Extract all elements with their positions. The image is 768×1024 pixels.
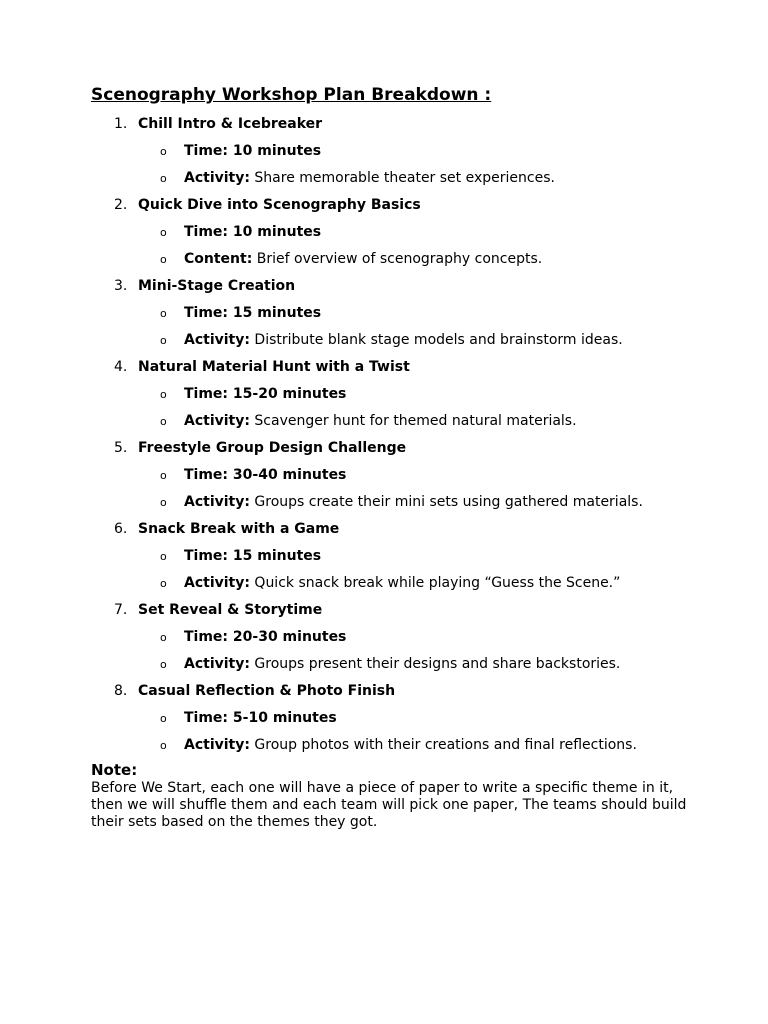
plan-item-title: Quick Dive into Scenography Basics (138, 197, 421, 213)
sub-item-label: Activity: (184, 656, 250, 672)
circle-bullet-icon: o (160, 307, 167, 320)
sub-item-text (184, 303, 321, 323)
list-number: 4. (114, 359, 128, 375)
sub-item-label: Time: 15 minutes (184, 305, 322, 321)
sub-item-label: Time: 15 minutes (184, 548, 322, 564)
list-number: 2. (114, 197, 128, 213)
plan-item (0, 519, 768, 600)
sub-item-label: Time: 15-20 minutes (184, 386, 347, 402)
plan-item-heading (0, 195, 768, 222)
plan-item-heading (0, 600, 768, 627)
plan-sub-item (0, 708, 768, 735)
plan-item-title: Freestyle Group Design Challenge (138, 440, 407, 456)
sub-item-label: Time: 20-30 minutes (184, 629, 347, 645)
sub-item-text (184, 546, 321, 566)
sub-item-text (184, 249, 542, 269)
list-number: 5. (114, 440, 128, 456)
sub-item-label: Activity: (184, 494, 250, 510)
sub-item-text (184, 627, 346, 647)
circle-bullet-icon: o (160, 334, 167, 347)
sub-item-text (184, 411, 577, 431)
plan-sub-item (0, 303, 768, 330)
note-body: Before We Start, each one will have a piece of paper to write a specific theme in it, then we will shuffle them and each team will pick one paper, The teams should build their sets based on the themes they got. (91, 780, 687, 830)
circle-bullet-icon: o (160, 739, 167, 752)
plan-item-heading (0, 276, 768, 303)
circle-bullet-icon: o (160, 712, 167, 725)
sub-item-description: Brief overview of scenography concepts. (252, 251, 543, 267)
plan-item-heading (0, 114, 768, 141)
note-heading: Note: (91, 761, 138, 779)
plan-item-heading (0, 519, 768, 546)
plan-item-title: Mini-Stage Creation (138, 278, 296, 294)
circle-bullet-icon: o (160, 415, 167, 428)
plan-item-title: Natural Material Hunt with a Twist (138, 359, 410, 375)
sub-item-label: Activity: (184, 413, 250, 429)
plan-sub-item (0, 384, 768, 411)
plan-sub-item (0, 465, 768, 492)
plan-sub-item (0, 168, 768, 195)
circle-bullet-icon: o (160, 631, 167, 644)
sub-item-label: Time: 10 minutes (184, 143, 322, 159)
sub-item-label: Activity: (184, 737, 250, 753)
plan-item (0, 681, 768, 762)
plan-item-heading (0, 681, 768, 708)
plan-item-title: Chill Intro & Icebreaker (138, 116, 323, 132)
sub-item-text (184, 708, 337, 728)
sub-item-description: Group photos with their creations and final reflections. (249, 737, 637, 753)
plan-item (0, 438, 768, 519)
sub-item-description: Quick snack break while playing “Guess the Scene.” (249, 575, 621, 591)
sub-item-label: Time: 5-10 minutes (184, 710, 337, 726)
plan-sub-item (0, 627, 768, 654)
plan-sub-item (0, 249, 768, 276)
circle-bullet-icon: o (160, 172, 167, 185)
plan-item (0, 276, 768, 357)
plan-item-heading (0, 357, 768, 384)
sub-item-description: Share memorable theater set experiences. (249, 170, 555, 186)
plan-sub-item (0, 222, 768, 249)
circle-bullet-icon: o (160, 388, 167, 401)
sub-item-text (184, 492, 643, 512)
document-title: Scenography Workshop Plan Breakdown : (91, 85, 492, 105)
circle-bullet-icon: o (160, 550, 167, 563)
plan-item-title: Snack Break with a Game (138, 521, 340, 537)
plan-sub-item (0, 654, 768, 681)
plan-sub-item (0, 141, 768, 168)
sub-item-text (184, 654, 620, 674)
sub-item-label: Activity: (184, 170, 250, 186)
sub-item-text (184, 330, 623, 350)
circle-bullet-icon: o (160, 226, 167, 239)
sub-item-text (184, 573, 620, 593)
plan-item-heading (0, 438, 768, 465)
circle-bullet-icon: o (160, 577, 167, 590)
sub-item-label: Activity: (184, 575, 250, 591)
list-number: 8. (114, 683, 128, 699)
sub-item-text (184, 141, 321, 161)
sub-item-label: Time: 10 minutes (184, 224, 322, 240)
list-number: 3. (114, 278, 128, 294)
sub-item-description: Groups create their mini sets using gathered materials. (249, 494, 643, 510)
sub-item-label: Activity: (184, 332, 250, 348)
circle-bullet-icon: o (160, 658, 167, 671)
list-number: 7. (114, 602, 128, 618)
plan-item-title: Casual Reflection & Photo Finish (138, 683, 396, 699)
sub-item-label: Time: 30-40 minutes (184, 467, 347, 483)
sub-item-label: Content: (184, 251, 253, 267)
sub-item-description: Groups present their designs and share backstories. (249, 656, 621, 672)
plan-item (0, 357, 768, 438)
circle-bullet-icon: o (160, 253, 167, 266)
plan-sub-item (0, 573, 768, 600)
sub-item-description: Distribute blank stage models and brainstorm ideas. (249, 332, 623, 348)
circle-bullet-icon: o (160, 145, 167, 158)
plan-sub-item (0, 546, 768, 573)
sub-item-text (184, 384, 346, 404)
plan-item (0, 195, 768, 276)
plan-sub-item (0, 735, 768, 762)
sub-item-text (184, 465, 346, 485)
sub-item-description: Scavenger hunt for themed natural materials. (249, 413, 577, 429)
plan-item-title: Set Reveal & Storytime (138, 602, 323, 618)
plan-item (0, 114, 768, 195)
list-number: 1. (114, 116, 128, 132)
sub-item-text (184, 735, 637, 755)
circle-bullet-icon: o (160, 469, 167, 482)
plan-sub-item (0, 330, 768, 357)
plan-item (0, 600, 768, 681)
workshop-plan-list (0, 114, 768, 762)
circle-bullet-icon: o (160, 496, 167, 509)
sub-item-text (184, 222, 321, 242)
list-number: 6. (114, 521, 128, 537)
plan-sub-item (0, 411, 768, 438)
sub-item-text (184, 168, 555, 188)
plan-sub-item (0, 492, 768, 519)
